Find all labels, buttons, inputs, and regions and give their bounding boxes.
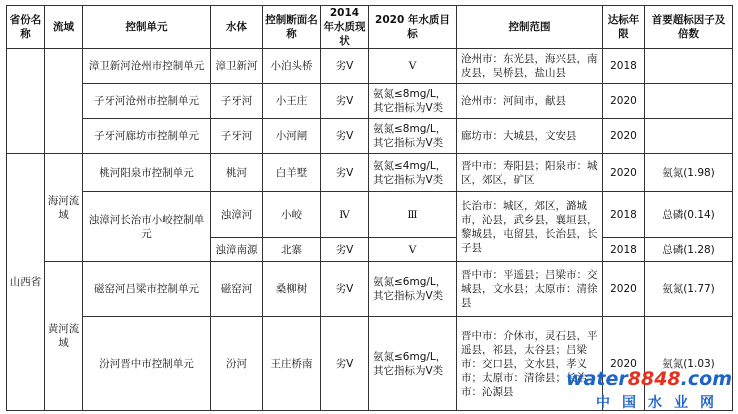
site-watermark	[566, 368, 732, 412]
unit-cell: 子牙河沧州市控制单元	[83, 84, 211, 119]
table-row	[7, 49, 733, 84]
target-cell: 氨氮≤6mg/L，其它指标为Ⅴ类	[369, 317, 457, 411]
water-cell: 桃河	[211, 154, 263, 192]
header-target: 2020 年水质目标	[369, 6, 457, 49]
watermark-cn-text: 中国水业网	[596, 395, 726, 411]
status-cell: 劣Ⅴ	[321, 317, 369, 411]
header-basin: 流域	[45, 6, 83, 49]
year-cell: 2020	[603, 262, 645, 317]
target-cell: 氨氮≤6mg/L，其它指标为Ⅴ类	[369, 262, 457, 317]
water-cell: 子牙河	[211, 119, 263, 154]
header-province: 省份名称	[7, 6, 45, 49]
unit-cell: 磁窑河吕梁市控制单元	[83, 262, 211, 317]
year-cell: 2018	[603, 192, 645, 238]
factor-cell: 氨氮(1.77)	[645, 262, 733, 317]
unit-cell: 桃河阳泉市控制单元	[83, 154, 211, 192]
water-cell: 汾河	[211, 317, 263, 411]
province-cell: 山西省	[7, 154, 45, 411]
scope-cell: 晋中市：平遥县；吕梁市：交城县，文水县；太原市：清徐县	[457, 262, 603, 317]
factor-cell: 氨氮(1.03)	[645, 317, 733, 411]
table-row	[7, 154, 733, 192]
status-cell: 劣Ⅴ	[321, 84, 369, 119]
basin-cell-haihe: 海河流域	[45, 154, 83, 262]
unit-cell: 漳卫新河沧州市控制单元	[83, 49, 211, 84]
province-cell-empty	[7, 49, 45, 154]
factor-cell: 总磷(1.28)	[645, 238, 733, 262]
unit-cell: 浊漳河长治市小峧控制单元	[83, 192, 211, 262]
water-cell: 漳卫新河	[211, 49, 263, 84]
scope-cell: 晋中市：介休市，灵石县，平遥县，祁县，太谷县；吕梁市：交口县，文水县，孝义市；太原市：清徐县；长治市：沁源县	[457, 317, 603, 411]
target-cell: Ⅴ	[369, 49, 457, 84]
factor-cell: 总磷(0.14)	[645, 192, 733, 238]
status-cell: 劣Ⅴ	[321, 119, 369, 154]
water-cell: 子牙河	[211, 84, 263, 119]
scope-cell: 廊坊市：大城县，文安县	[457, 119, 603, 154]
header-status: 2014 年水质现状	[321, 6, 369, 49]
table-row	[7, 262, 733, 317]
year-cell: 2020	[603, 84, 645, 119]
factor-cell: 氨氮(1.98)	[645, 154, 733, 192]
year-cell: 2020	[603, 119, 645, 154]
target-cell: 氨氮≤4mg/L，其它指标为Ⅴ类	[369, 154, 457, 192]
water-quality-table	[6, 5, 733, 411]
water-cell: 浊漳河	[211, 192, 263, 238]
year-cell: 2018	[603, 49, 645, 84]
status-cell: Ⅳ	[321, 192, 369, 238]
watermark-logo	[566, 368, 732, 390]
table-row	[7, 192, 733, 238]
factor-cell	[645, 49, 733, 84]
section-cell: 白羊墅	[263, 154, 321, 192]
header-section: 控制断面名称	[263, 6, 321, 49]
year-cell: 2020	[603, 317, 645, 411]
section-cell: 北寨	[263, 238, 321, 262]
watermark-brand-a: water	[566, 368, 628, 390]
year-cell: 2018	[603, 238, 645, 262]
water-cell: 磁窑河	[211, 262, 263, 317]
unit-cell: 汾河晋中市控制单元	[83, 317, 211, 411]
status-cell: 劣Ⅴ	[321, 238, 369, 262]
factor-cell	[645, 84, 733, 119]
basin-cell-huanghe: 黄河流域	[45, 262, 83, 411]
target-cell: 氨氮≤8mg/L，其它指标为Ⅴ类	[369, 84, 457, 119]
target-cell: Ⅲ	[369, 192, 457, 238]
scope-cell: 晋中市：寿阳县；阳泉市：城区，郊区，矿区	[457, 154, 603, 192]
factor-cell	[645, 119, 733, 154]
watermark-brand-b: 8848	[627, 368, 681, 390]
header-water: 水体	[211, 6, 263, 49]
header-factor: 首要超标因子及倍数	[645, 6, 733, 49]
year-cell: 2020	[603, 154, 645, 192]
table-row	[7, 119, 733, 154]
target-cell: 氨氮≤8mg/L，其它指标为Ⅴ类	[369, 119, 457, 154]
water-cell: 浊漳南源	[211, 238, 263, 262]
scope-cell: 沧州市：河间市，献县	[457, 84, 603, 119]
section-cell: 王庄桥南	[263, 317, 321, 411]
header-scope: 控制范围	[457, 6, 603, 49]
table-row	[7, 84, 733, 119]
watermark-domain: .com	[680, 368, 732, 390]
section-cell: 桑柳树	[263, 262, 321, 317]
scope-cell: 沧州市：东光县，海兴县，南皮县，吴桥县，盐山县	[457, 49, 603, 84]
section-cell: 小河闸	[263, 119, 321, 154]
unit-cell: 子牙河廊坊市控制单元	[83, 119, 211, 154]
status-cell: 劣Ⅴ	[321, 49, 369, 84]
section-cell: 小峧	[263, 192, 321, 238]
status-cell: 劣Ⅴ	[321, 154, 369, 192]
section-cell: 小王庄	[263, 84, 321, 119]
scope-cell: 长治市：城区，郊区，潞城市，沁县，武乡县，襄垣县，黎城县，屯留县，长治县，长子县	[457, 192, 603, 262]
header-row	[7, 6, 733, 49]
basin-cell-empty	[45, 49, 83, 154]
section-cell: 小泊头桥	[263, 49, 321, 84]
header-year: 达标年限	[603, 6, 645, 49]
target-cell: Ⅴ	[369, 238, 457, 262]
header-unit: 控制单元	[83, 6, 211, 49]
status-cell: 劣Ⅴ	[321, 262, 369, 317]
